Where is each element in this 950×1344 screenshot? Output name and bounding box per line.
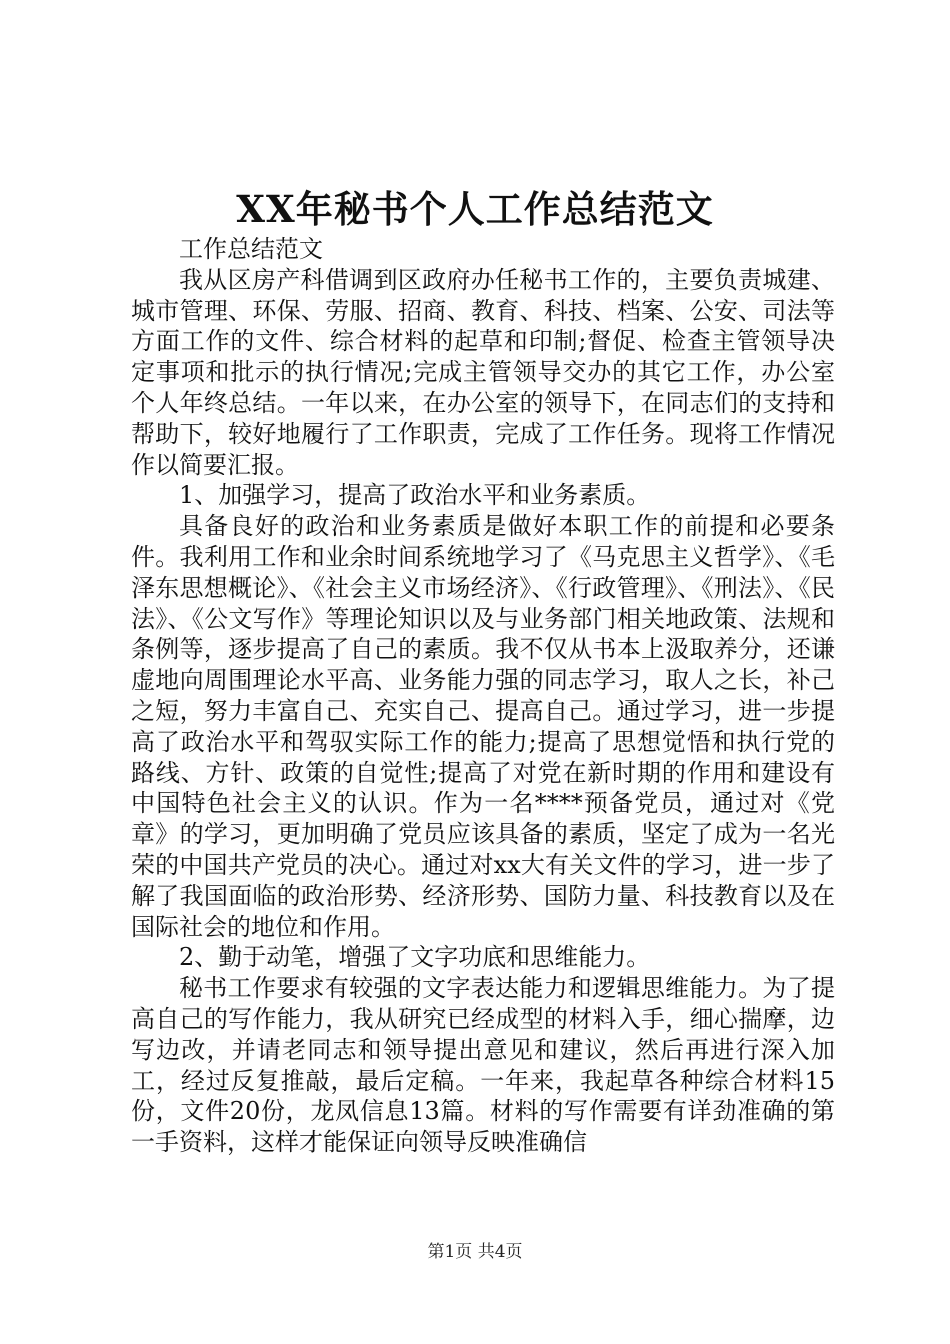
document-body <box>131 234 835 1158</box>
section-heading: 2、勤于动笔，增强了文字功底和思维能力。 <box>179 943 651 972</box>
body-paragraph: 我从区房产科借调到区政府办任秘书工作的，主要负责城建、城市管理、环保、劳服、招商、教育、科技、档案、公安、司法等方面工作的文件、综合材料的起草和印制;督促、检查主管领导决定事项和批示的执行情况;完成主管领导交办的其它工作，办公室个人年终总结。一年以来，在办公室的领导下，在同志们的支持和帮助下，较好地履行了工作职责，完成了工作任务。现将工作情况作以简要汇报。 <box>131 265 835 479</box>
document-title: XX年秘书个人工作总结范文 <box>236 187 714 231</box>
section-heading: 1、加强学习，提高了政治水平和业务素质。 <box>179 481 651 510</box>
page-number: 第1页 共4页 <box>427 1242 523 1262</box>
body-paragraph: 工作总结范文 <box>179 235 323 263</box>
body-paragraph: 秘书工作要求有较强的文字表达能力和逻辑思维能力。为了提高自己的写作能力，我从研究已经成型的材料入手，细心揣摩，边写边改，并请老同志和领导提出意见和建议，然后再进行深入加工，经过反复推敲，最后定稿。一年来，我起草各种综合材料15份，文件20份，龙凤信息13篇。材料的写作需要有详劲准确的第一手资料，这样才能保证向领导反映准确信 <box>131 974 835 1157</box>
body-paragraph: 具备良好的政治和业务素质是做好本职工作的前提和必要条件。我利用工作和业余时间系统地学习了《马克思主义哲学》、《毛泽东思想概论》、《社会主义市场经济》、《行政管理》、《刑法》、《民法》、《公文写作》等理论知识以及与业务部门相关地政策、法规和条例等，逐步提高了自己的素质。我不仅从书本上汲取养分，还谦虚地向周围理论水平高、业务能力强的同志学习，取人之长，补己之短，努力丰富自己、充实自己、提高自己。通过学习，进一步提高了政治水平和驾驭实际工作的能力;提高了思想觉悟和执行党的路线、方针、政策的自觉性;提高了对党在新时期的作用和建设有中国特色社会主义的认识。作为一名****预备党员，通过对《党章》的学习，更加明确了党员应该具备的素质，坚定了成为一名光荣的中国共产党员的决心。通过对xx大有关文件的学习，进一步了解了我国面临的政治形势、经济形势、国防力量、科技教育以及在国际社会的地位和作用。 <box>131 512 835 941</box>
